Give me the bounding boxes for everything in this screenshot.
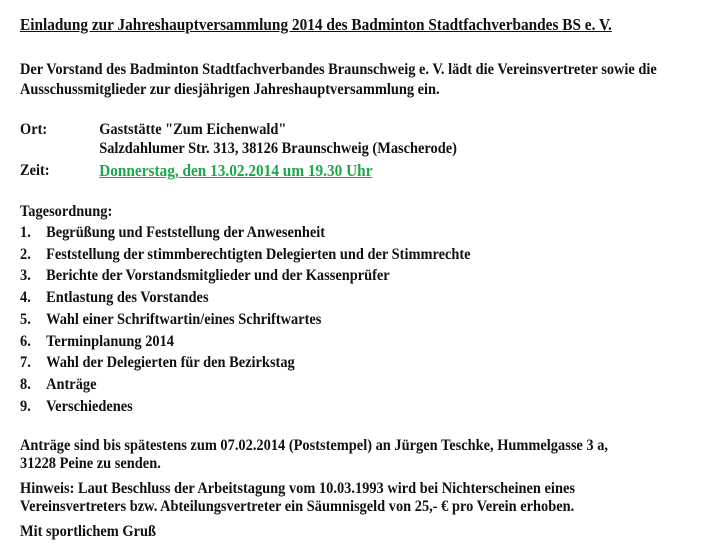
agenda-item-text: Wahl der Delegierten für den Bezirkstag (46, 354, 295, 372)
agenda-item-number: 1. (20, 224, 31, 241)
agenda-item-number: 3. (20, 267, 31, 285)
agenda-item-text: Begrüßung und Feststellung der Anwesenheit (46, 224, 326, 241)
agenda-item-number: 9. (20, 397, 31, 415)
agenda-item-number: 6. (20, 332, 31, 350)
closing: Mit sportlichem Gruß (20, 523, 156, 540)
zeit-label: Zeit: (20, 162, 50, 179)
agenda-item-number: 5. (20, 310, 31, 328)
agenda-item-text: Terminplanung 2014 (46, 332, 175, 350)
document-title: Einladung zur Jahreshauptversammlung 2014 des Badminton Stadtfachverbandes BS e. V. (20, 15, 612, 34)
agenda-item-number: 7. (20, 354, 31, 372)
agenda-item-text: Entlastung des Vorstandes (46, 289, 209, 307)
ort-line-1: Gaststätte "Zum Eichenwald" (99, 121, 287, 138)
agenda-item-number: 8. (20, 375, 31, 393)
intro-line-1: Der Vorstand des Badminton Stadtfachverbandes Braunschweig e. V. lädt die Vereinsvertreter sowie die (20, 61, 657, 78)
agenda-item-text: Wahl einer Schriftwartin/eines Schriftwartes (46, 310, 322, 328)
hinweis-line-2: Vereinsvertreters bzw. Abteilungsvertreter ein Säumnisgeld von 25,- € pro Verein erhoben. (20, 498, 575, 515)
hinweis-line-1: Hinweis: Laut Beschluss der Arbeitstagung vom 10.03.1993 wird bei Nichterscheinen eines (20, 480, 575, 497)
agenda-item-text: Anträge (46, 375, 97, 393)
ort-label: Ort: (20, 121, 48, 138)
agenda-heading: Tagesordnung: (20, 203, 113, 220)
agenda-item-text: Berichte der Vorstandsmitglieder und der Kassenprüfer (46, 267, 390, 285)
ort-line-2: Salzdahlumer Str. 313, 38126 Braunschweig (Mascherode) (99, 140, 457, 157)
agenda-item-number: 2. (20, 245, 31, 263)
intro-line-2: Ausschussmitglieder zur diesjährigen Jahreshauptversammlung ein. (20, 81, 440, 98)
antraege-line-2: 31228 Peine zu senden. (20, 455, 161, 472)
agenda-item-text: Feststellung der stimmberechtigten Delegierten und der Stimmrechte (46, 245, 471, 263)
agenda-item-number: 4. (20, 289, 31, 307)
agenda-item-text: Verschiedenes (46, 397, 133, 415)
zeit-value: Donnerstag, den 13.02.2014 um 19.30 Uhr (99, 161, 373, 180)
antraege-line-1: Anträge sind bis spätestens zum 07.02.2014 (Poststempel) an Jürgen Teschke, Hummelgasse 3 a, (20, 437, 609, 454)
